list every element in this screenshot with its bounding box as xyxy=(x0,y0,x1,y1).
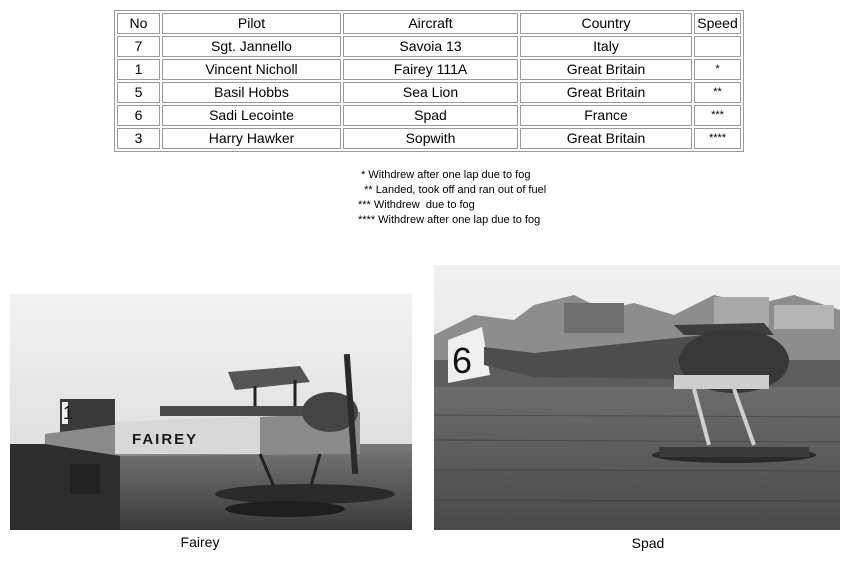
table-header-row xyxy=(117,13,741,34)
results-table xyxy=(114,10,744,152)
spad-seaplane-image xyxy=(434,265,840,530)
table-row xyxy=(117,59,741,80)
cell-no: 1 xyxy=(117,59,160,80)
cell-aircraft: Spad xyxy=(343,105,518,126)
header-speed: Speed xyxy=(694,13,741,34)
cell-no: 5 xyxy=(117,82,160,103)
cell-speed: **** xyxy=(694,128,741,149)
cell-no: 7 xyxy=(117,36,160,57)
cell-aircraft: Sea Lion xyxy=(343,82,518,103)
cell-pilot: Vincent Nicholl xyxy=(162,59,341,80)
header-pilot: Pilot xyxy=(162,13,341,34)
fairey-photo xyxy=(10,294,412,530)
header-country: Country xyxy=(520,13,692,34)
cell-speed xyxy=(694,36,741,57)
table-row xyxy=(117,128,741,149)
header-no: No xyxy=(117,13,160,34)
cell-aircraft: Sopwith xyxy=(343,128,518,149)
fairey-caption: Fairey xyxy=(180,534,220,550)
cell-pilot: Sadi Lecointe xyxy=(162,105,341,126)
footnote: *** Withdrew due to fog xyxy=(358,199,475,211)
table-row xyxy=(117,105,741,126)
cell-speed: * xyxy=(694,59,741,80)
footnote: ** Landed, took off and ran out of fuel xyxy=(358,184,547,196)
cell-country: Great Britain xyxy=(520,59,692,80)
footnote: **** Withdrew after one lap due to fog xyxy=(358,214,541,226)
header-aircraft: Aircraft xyxy=(343,13,518,34)
spad-photo xyxy=(434,265,840,530)
fairey-seaplane-image xyxy=(10,294,412,530)
spad-caption: Spad xyxy=(631,535,665,551)
table-row xyxy=(117,82,741,103)
cell-aircraft: Savoia 13 xyxy=(343,36,518,57)
cell-aircraft: Fairey 111A xyxy=(343,59,518,80)
cell-country: Great Britain xyxy=(520,82,692,103)
cell-no: 6 xyxy=(117,105,160,126)
cell-pilot: Basil Hobbs xyxy=(162,82,341,103)
cell-pilot: Harry Hawker xyxy=(162,128,341,149)
cell-pilot: Sgt. Jannello xyxy=(162,36,341,57)
footnotes xyxy=(358,168,546,228)
fuselage-lettering: FAIREY xyxy=(132,431,199,448)
cell-country: Great Britain xyxy=(520,128,692,149)
cell-country: France xyxy=(520,105,692,126)
cell-country: Italy xyxy=(520,36,692,57)
table-row xyxy=(117,36,741,57)
fuselage-number: 6 xyxy=(452,340,473,381)
cell-speed: ** xyxy=(694,82,741,103)
cell-speed: *** xyxy=(694,105,741,126)
cell-no: 3 xyxy=(117,128,160,149)
footnote: * Withdrew after one lap due to fog xyxy=(358,169,531,181)
tail-number: 1 xyxy=(63,403,74,423)
